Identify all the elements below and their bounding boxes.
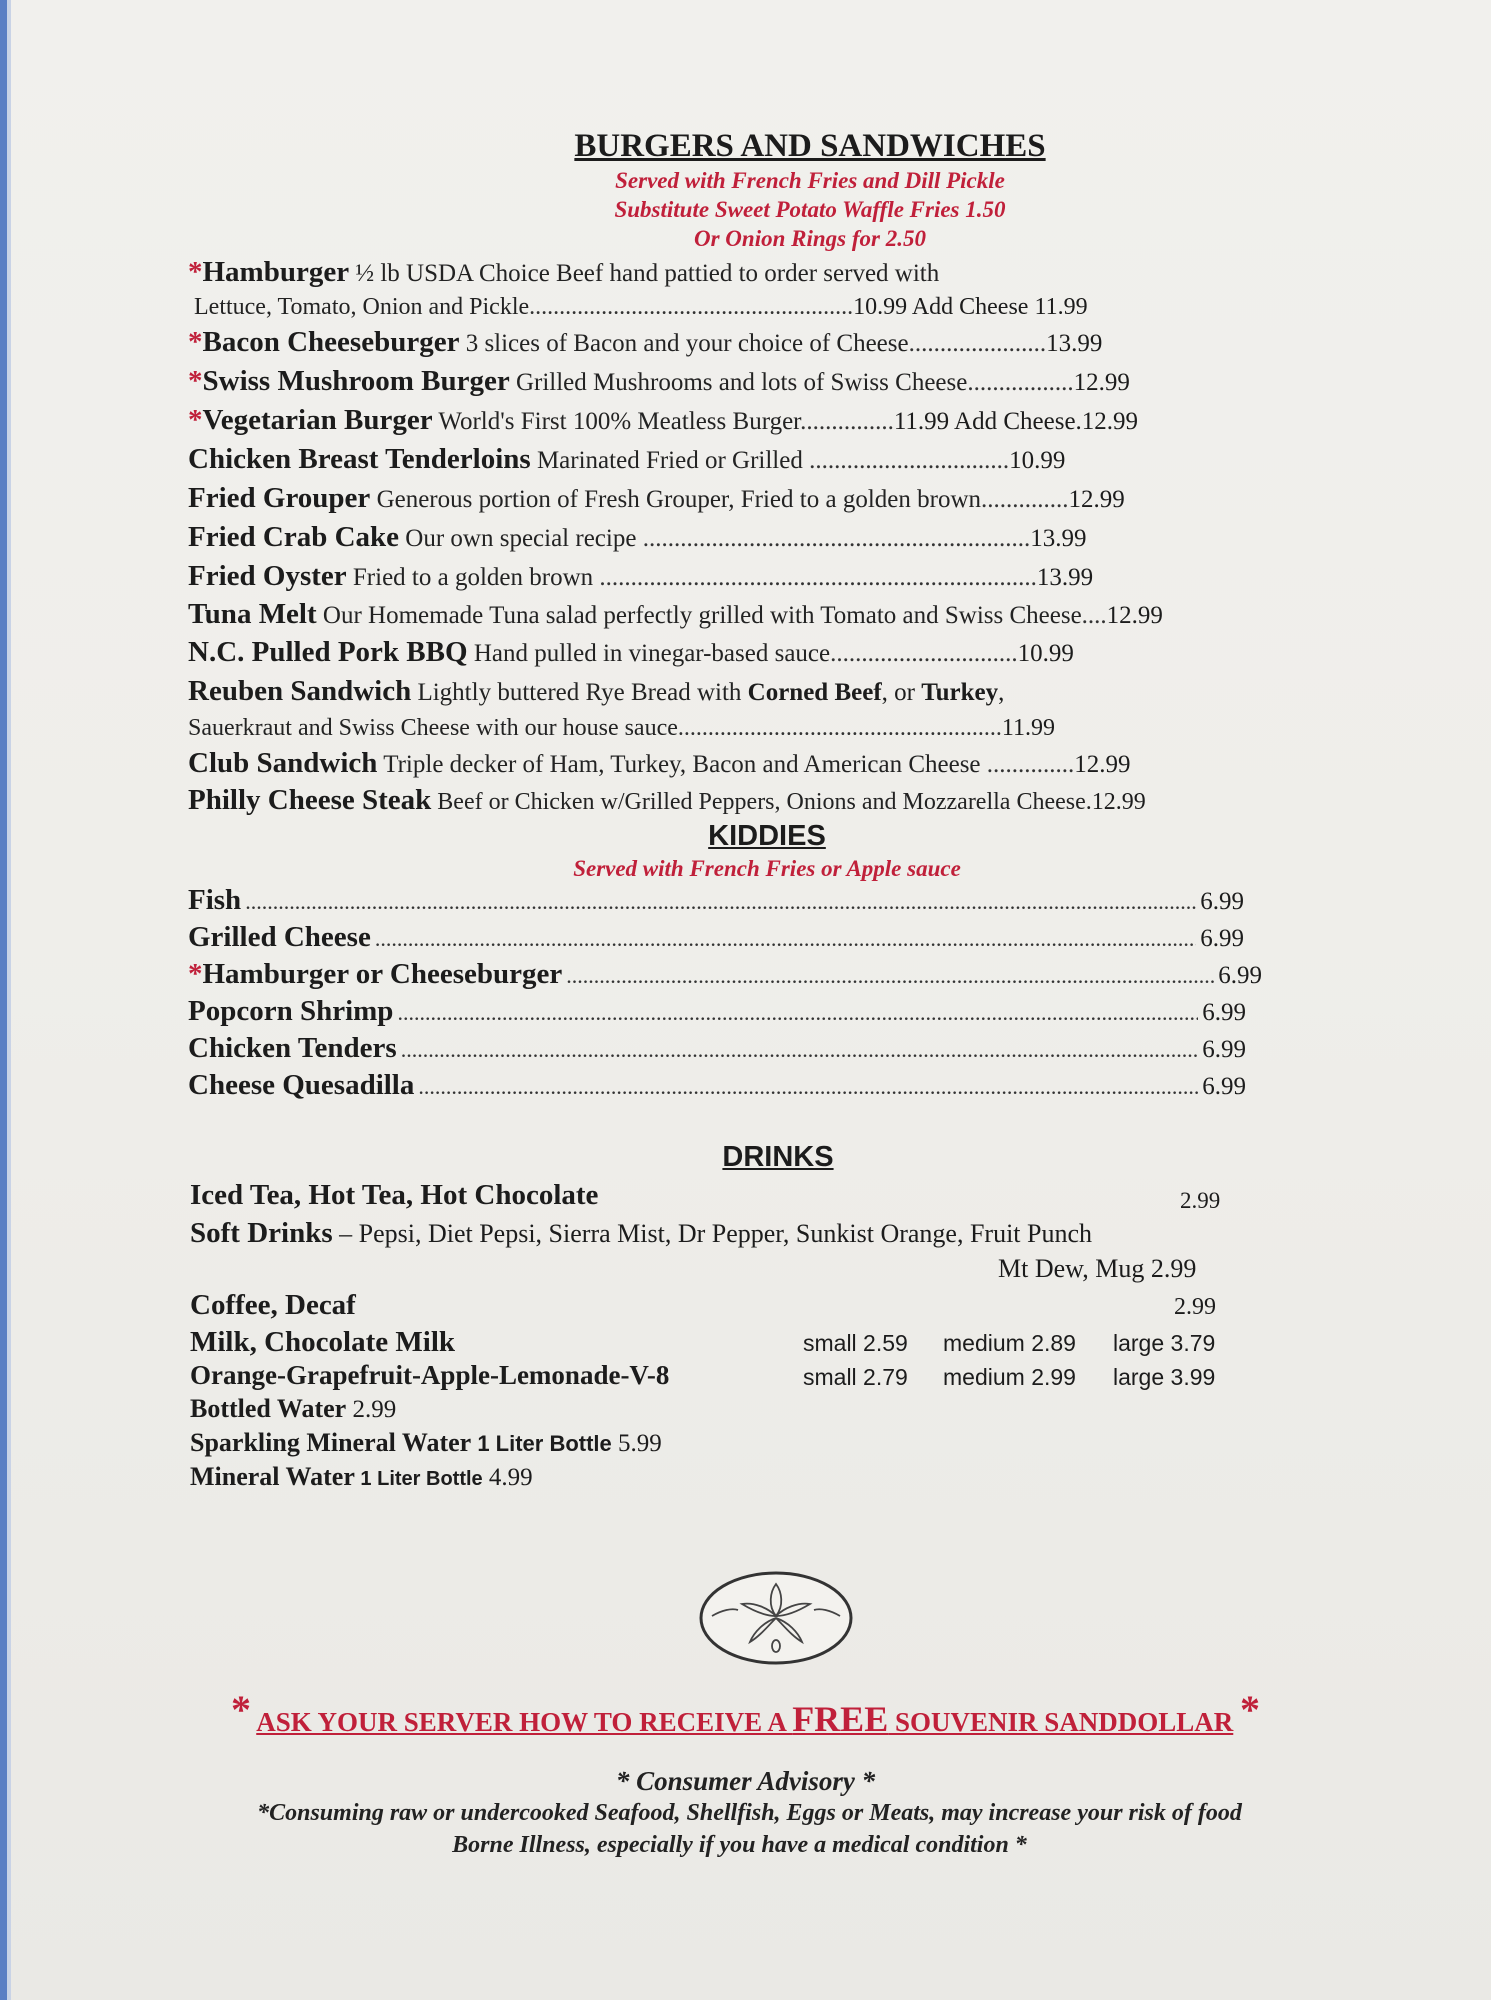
kid-item-fish: Fish ..... 6.99 [188, 884, 1244, 918]
sand-dollar-icon [698, 1570, 854, 1666]
drink-coffee-price: 2.99 [1174, 1294, 1216, 1320]
drink-mineral-water: Mineral Water 1 Liter Bottle 4.99 [190, 1462, 533, 1491]
burgers-subtitle-3: Or Onion Rings for 2.50 [694, 226, 926, 251]
section-title-drinks: DRINKS [722, 1141, 834, 1173]
kid-item-cheese-quesadilla: Cheese Quesadilla ..... 6.99 [188, 1069, 1246, 1103]
advisory-line-2: Borne Illness, especially if you have a medical condition * [452, 1832, 1027, 1858]
drink-juice: Orange-Grapefruit-Apple-Lemonade-V-8 [190, 1360, 670, 1390]
kid-item-popcorn-shrimp: Popcorn Shrimp ..... 6.99 [188, 995, 1246, 1029]
menu-item-swiss-mushroom-burger: *Swiss Mushroom Burger Grilled Mushrooms and lots of Swiss Cheese.................12.99 [188, 365, 1130, 397]
burgers-subtitle-2: Substitute Sweet Potato Waffle Fries 1.50 [614, 197, 1006, 222]
drink-juice-large: large 3.99 [1113, 1364, 1216, 1390]
menu-item-nc-pulled-pork-bbq: N.C. Pulled Pork BBQ Hand pulled in vinegar-based sauce..............................10.99 [188, 636, 1074, 668]
drink-tea-price: 2.99 [1180, 1188, 1221, 1213]
menu-item-chicken-breast-tenderloins: Chicken Breast Tenderloins Marinated Fried or Grilled ................................10.99 [188, 443, 1066, 475]
drink-juice-small: small 2.79 [803, 1364, 908, 1390]
kid-item-chicken-tenders: Chicken Tenders ..... 6.99 [188, 1032, 1246, 1066]
menu-item-hamburger: *Hamburger ½ lb USDA Choice Beef hand pattied to order served with [188, 256, 940, 288]
drink-soft: Soft Drinks – Pepsi, Diet Pepsi, Sierra Mist, Dr Pepper, Sunkist Orange, Fruit Punch [190, 1217, 1093, 1249]
menu-item-fried-grouper: Fried Grouper Generous portion of Fresh Grouper, Fried to a golden brown..............12.99 [188, 482, 1125, 514]
drink-sparkling-water: Sparkling Mineral Water 1 Liter Bottle 5.99 [190, 1428, 662, 1457]
drink-milk-medium: medium 2.89 [943, 1330, 1076, 1356]
kid-item-hamburger-or-cheeseburger: * Hamburger or Cheeseburger ..... 6.99 [188, 958, 1262, 992]
advisory-line-1: *Consuming raw or undercooked Seafood, Shellfish, Eggs or Meats, may increase your risk of food [257, 1800, 1242, 1826]
menu-item-reuben-sandwich: Reuben Sandwich Lightly buttered Rye Bread with Corned Beef, or Turkey, [188, 675, 1005, 707]
menu-item-bacon-cheeseburger: *Bacon Cheeseburger 3 slices of Bacon and your choice of Cheese......................13.99 [188, 326, 1103, 358]
menu-item-reuben-line2: Sauerkraut and Swiss Cheese with our house sauce......................................................11.99 [188, 715, 1055, 741]
advisory-title: * Consumer Advisory * [615, 1766, 876, 1796]
drink-bottled-water: Bottled Water 2.99 [190, 1394, 397, 1423]
kiddies-subtitle: Served with French Fries or Apple sauce [573, 856, 961, 881]
section-title-burgers: BURGERS AND SANDWICHES [574, 128, 1046, 164]
drink-soft-line2: Mt Dew, Mug 2.99 [998, 1254, 1197, 1283]
drink-juice-medium: medium 2.99 [943, 1364, 1076, 1390]
promo-sanddollar: * ASK YOUR SERVER HOW TO RECEIVE A FREE SOUVENIR SANDDOLLAR * [230, 1687, 1261, 1739]
drink-tea: Iced Tea, Hot Tea, Hot Chocolate [190, 1179, 599, 1211]
drink-milk-large: large 3.79 [1113, 1330, 1216, 1356]
drink-milk-small: small 2.59 [803, 1330, 908, 1356]
menu-item-tuna-melt: Tuna Melt Our Homemade Tuna salad perfectly grilled with Tomato and Swiss Cheese....12.99 [188, 598, 1163, 630]
burgers-subtitle-1: Served with French Fries and Dill Pickle [615, 168, 1005, 193]
menu-item-hamburger-line2: Lettuce, Tomato, Onion and Pickle......................................................10.99 Add Cheese 11.99 [194, 294, 1088, 320]
menu-item-fried-crab-cake: Fried Crab Cake Our own special recipe ..............................................................13.99 [188, 521, 1087, 553]
drink-milk: Milk, Chocolate Milk [190, 1326, 456, 1358]
kid-item-grilled-cheese: Grilled Cheese ..... 6.99 [188, 921, 1244, 955]
menu-item-philly-cheese-steak: Philly Cheese Steak Beef or Chicken w/Grilled Peppers, Onions and Mozzarella Cheese.12.99 [188, 784, 1146, 816]
menu-item-vegetarian-burger: *Vegetarian Burger World's First 100% Meatless Burger...............11.99 Add Cheese.12.99 [188, 404, 1139, 436]
drink-coffee: Coffee, Decaf [190, 1289, 356, 1321]
section-title-kiddies: KIDDIES [708, 820, 826, 852]
menu-item-club-sandwich: Club Sandwich Triple decker of Ham, Turkey, Bacon and American Cheese ..............12.99 [188, 747, 1131, 779]
menu-item-fried-oyster: Fried Oyster Fried to a golden brown ......................................................................13.99 [188, 560, 1094, 592]
